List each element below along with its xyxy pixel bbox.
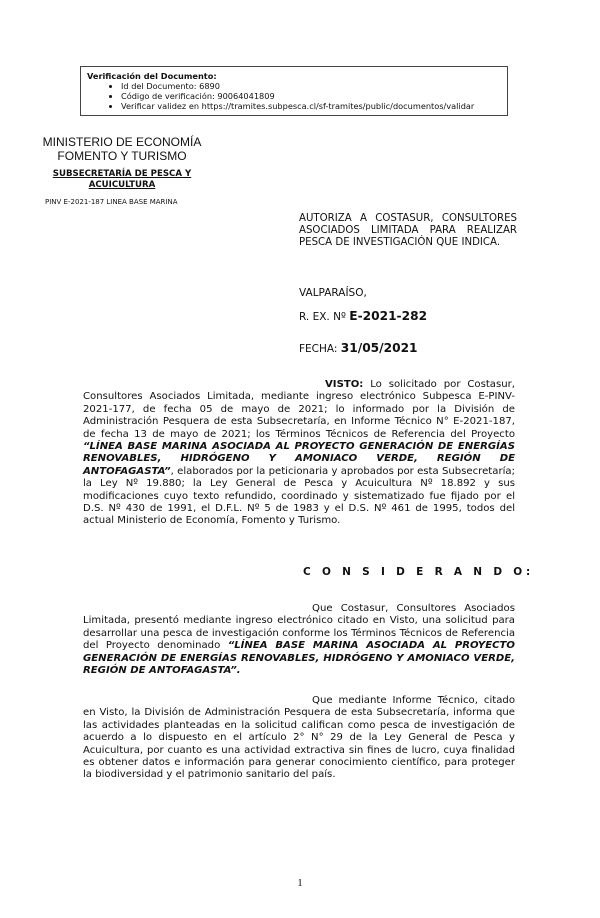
verification-code: • Código de verificación: 90064041809: [121, 91, 501, 101]
visto-text-b: , elaborados por la peticionaria y aprobados por esta Subsecretaría; la Ley Nº 19.880; la Ley General de Pesca y Acuicultura Nº 18.892 y sus modificaciones cuyo texto refundido, coordinado y sistematizado fue fijado por el D.S. Nº 430 de 1991, el D.F.L. Nº 5 de 1983 y el D.S. Nº 461 de 1995, todos del actual Ministerio de Economía, Fomento y Turismo.: [83, 465, 515, 527]
place: VALPARAÍSO,: [299, 287, 367, 299]
verification-url[interactable]: • Verificar validez en https://tramites.subpesca.cl/sf-tramites/public/documentos/validar: [121, 101, 501, 111]
considerando-paragraph-1: [83, 603, 515, 677]
ministry-line-1: MINISTERIO DE ECONOMÍA: [42, 135, 202, 149]
visto-paragraph: [83, 379, 515, 528]
verification-box: [80, 66, 508, 116]
resolution-date: [299, 341, 418, 355]
ministry-line-2: FOMENTO Y TURISMO: [57, 149, 187, 163]
page-number: 1: [297, 877, 303, 889]
verification-list: [87, 81, 501, 111]
verification-title: Verificación del Documento:: [87, 71, 217, 81]
resolution-number: [299, 309, 427, 323]
resolution-label: R. EX. Nº: [299, 311, 346, 323]
visto-project-name: “LÍNEA BASE MARINA ASOCIADA AL PROYECTO GENERACIÓN DE ENERGÍAS RENOVABLES, HIDRÓGENO Y AMONIACO VERDE, REGIÓN DE ANTOFAGASTA”: [83, 441, 515, 477]
subsecretaria-heading: SUBSECRETARÍA DE PESCA Y ACUICULTURA: [52, 169, 192, 190]
considerando-paragraph-2: [83, 695, 515, 782]
visto-label: VISTO:: [325, 379, 364, 390]
considerando-2-text: Que mediante Informe Técnico, citado en Visto, la División de Administración Pesquera de esta Subsecretaría, informa que las actividades planteadas en la solicitud califican como pesca de investigación de acuerdo a lo dispuesto en el artículo 2° N° 29 de la Ley General de Pesca y Acuicultura, por cuanto es una actividad extractiva sin fines de lucro, cuya finalidad es obtener datos e información para generar conocimiento científico, para proteger la biodiversidad y el patrimonio sanitario del país.: [83, 695, 515, 781]
considerando-1-project-name: “LÍNEA BASE MARINA ASOCIADA AL PROYECTO GENERACIÓN DE ENERGÍAS RENOVABLES, HIDRÓGENO Y AMONIACO VERDE, REGIÓN DE ANTOFAGASTA”.: [83, 640, 515, 677]
date-value: 31/05/2021: [340, 341, 418, 355]
considerando-heading: C O N S I D E R A N D O:: [303, 566, 535, 578]
date-label: FECHA:: [299, 343, 338, 355]
considerando-1-text-a: Que Costasur, Consultores Asociados Limitada, presentó mediante ingreso electrónico citado en Visto, una solicitud para desarrollar una pesca de investigación conforme los Términos Técnicos de Referencia del Proyecto denominado: [83, 603, 515, 652]
ministry-heading: [40, 135, 204, 163]
verification-doc-id: • Id del Documento: 6890: [121, 81, 501, 91]
visto-text-a: Lo solicitado por Costasur, Consultores Asociados Limitada, mediante ingreso electrónico Subpesca E-PINV-2021-177, de fecha 05 de mayo de 2021; lo informado por la División de Administración Pesquera de esta Subsecretaría, en Informe Técnico N° E-2021-187, de fecha 13 de mayo de 2021; los Términos Técnicos de Referencia del Proyecto: [83, 379, 515, 440]
resolution-summary: AUTORIZA A COSTASUR, CONSULTORES ASOCIADOS LIMITADA PARA REALIZAR PESCA DE INVESTIGACIÓN QUE INDICA.: [299, 213, 517, 248]
reference-code: PINV E-2021-187 LINEA BASE MARINA: [45, 198, 178, 206]
resolution-value: E-2021-282: [349, 309, 428, 323]
